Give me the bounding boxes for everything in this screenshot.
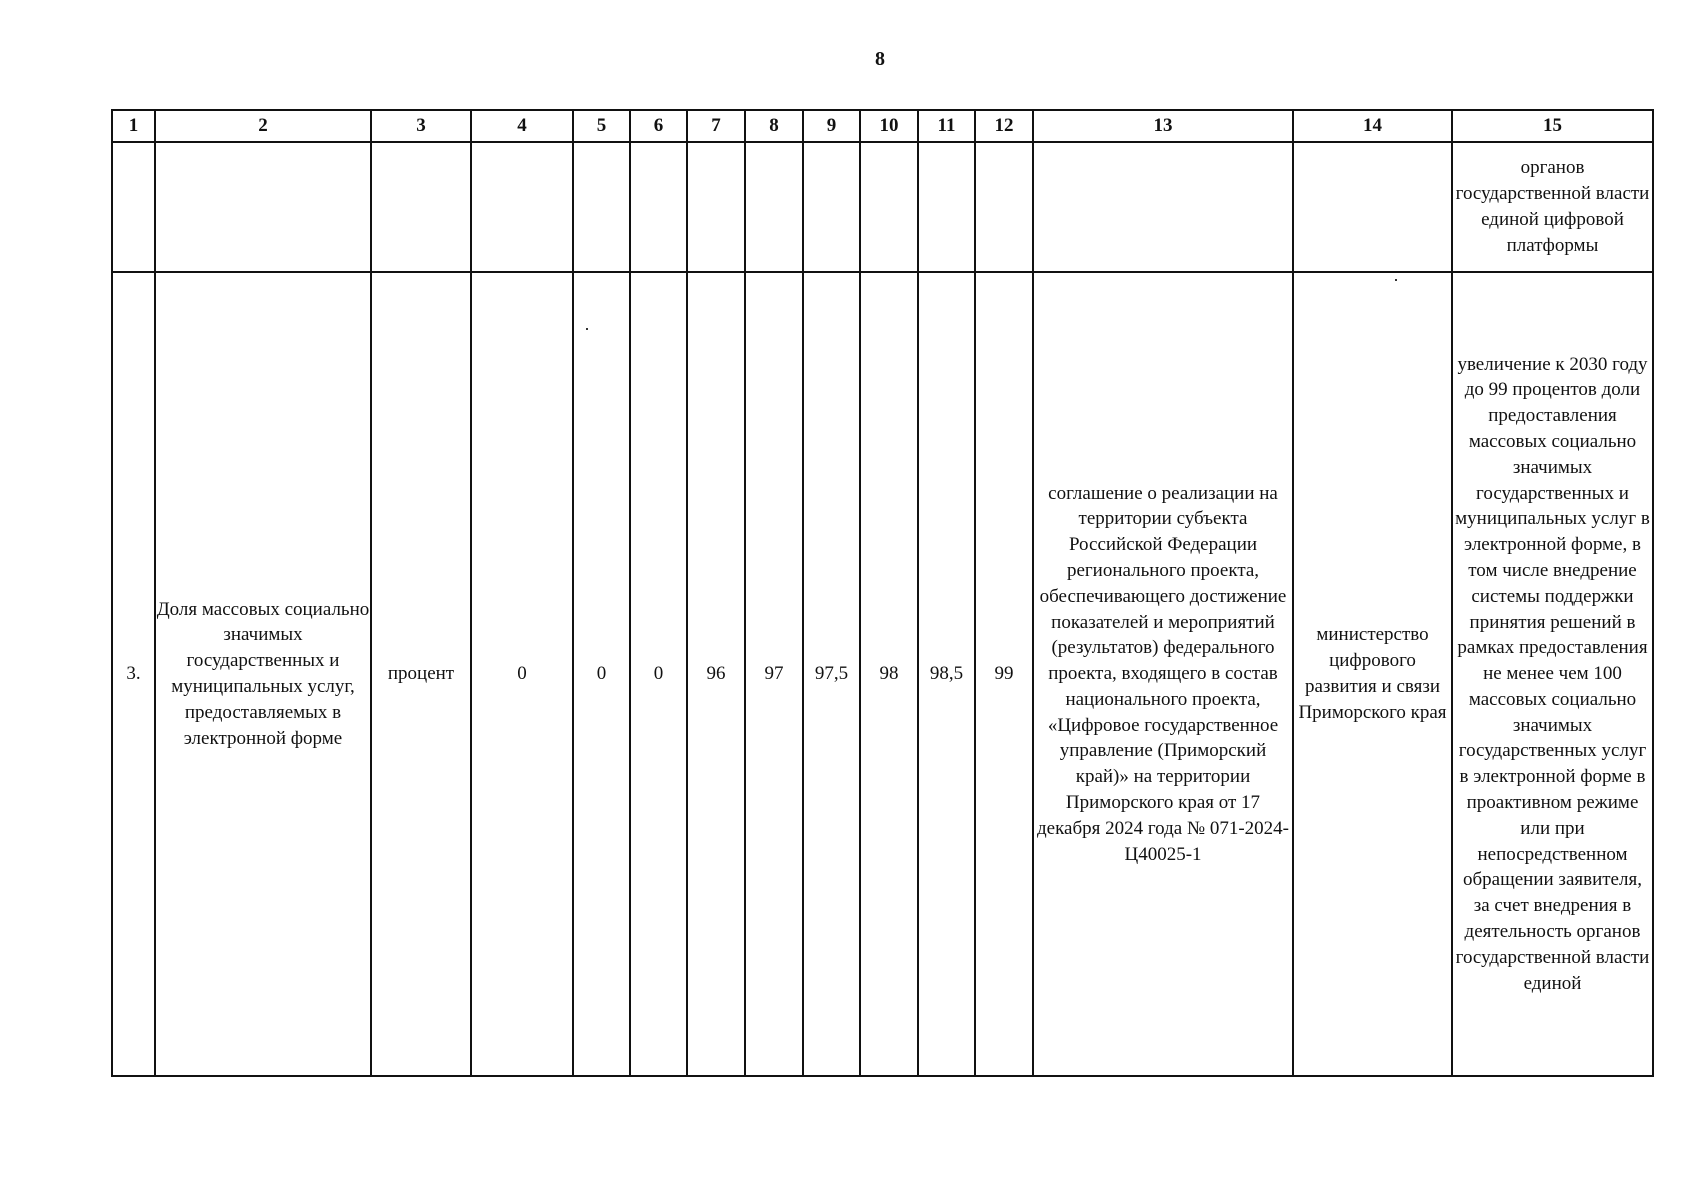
cont-cell	[155, 142, 371, 272]
table-row	[112, 272, 1653, 1076]
header-col-15: 15	[1452, 110, 1653, 142]
cont-cell	[860, 142, 918, 272]
cont-cell	[975, 142, 1033, 272]
cont-cell	[573, 142, 630, 272]
cont-cell	[1033, 142, 1293, 272]
value-cell-col5: 0	[573, 272, 630, 1076]
scan-speck	[586, 328, 588, 330]
header-col-4: 4	[471, 110, 573, 142]
indicators-table	[111, 109, 1654, 1077]
goal-cell: увеличение к 2030 году до 99 процентов доли предоставления массовых социально значимых государственных и муниципальных услуг в электронной форме, в том числе внедрение системы поддержки принятия решений в рамках предоставления не менее чем 100 массовых социально значимых государственных услуг в электронной форме в проактивном режиме или при непосредственном обращении заявителя, за счет внедрения в деятельность органов государственной власти единой	[1452, 272, 1653, 1076]
cont-cell	[112, 142, 155, 272]
goal-continuation-cell: органов государственной власти единой цифровой платформы	[1452, 142, 1653, 272]
header-col-10: 10	[860, 110, 918, 142]
row-number-cell: 3.	[112, 272, 155, 1076]
value-cell-col11: 98,5	[918, 272, 975, 1076]
cont-cell	[630, 142, 687, 272]
document-cell: соглашение о реализации на территории субъекта Российской Федерации регионального проекта, обеспечивающего достижение показателей и мероприятий (результатов) федерального проекта, входящего в состав национального проекта, «Цифровое государственное управление (Приморский край)» на территории Приморского края от 17 декабря 2024 года № 071-2024-Ц40025-1	[1033, 272, 1293, 1076]
cont-cell	[918, 142, 975, 272]
cont-cell	[1293, 142, 1452, 272]
page-number: 8	[875, 48, 885, 70]
header-col-2: 2	[155, 110, 371, 142]
cont-cell	[745, 142, 803, 272]
header-col-7: 7	[687, 110, 745, 142]
value-cell-col4: 0	[471, 272, 573, 1076]
header-col-3: 3	[371, 110, 471, 142]
header-col-9: 9	[803, 110, 860, 142]
responsible-cell: министерство цифрового развития и связи Приморского края	[1293, 272, 1452, 1076]
header-col-8: 8	[745, 110, 803, 142]
scan-speck	[1395, 279, 1397, 281]
header-col-12: 12	[975, 110, 1033, 142]
value-cell-col9: 97,5	[803, 272, 860, 1076]
header-col-13: 13	[1033, 110, 1293, 142]
value-cell-col7: 96	[687, 272, 745, 1076]
indicator-name-cell: Доля массовых социально значимых государственных и муниципальных услуг, предоставляемых в электронной форме	[155, 272, 371, 1076]
value-cell-col12: 99	[975, 272, 1033, 1076]
cont-cell	[803, 142, 860, 272]
continuation-row	[112, 142, 1653, 272]
header-col-14: 14	[1293, 110, 1452, 142]
value-cell-col8: 97	[745, 272, 803, 1076]
header-col-6: 6	[630, 110, 687, 142]
cont-cell	[471, 142, 573, 272]
value-cell-col10: 98	[860, 272, 918, 1076]
header-col-1: 1	[112, 110, 155, 142]
header-col-11: 11	[918, 110, 975, 142]
unit-cell: процент	[371, 272, 471, 1076]
header-col-5: 5	[573, 110, 630, 142]
cont-cell	[371, 142, 471, 272]
header-row	[112, 110, 1653, 142]
value-cell-col6: 0	[630, 272, 687, 1076]
cont-cell	[687, 142, 745, 272]
